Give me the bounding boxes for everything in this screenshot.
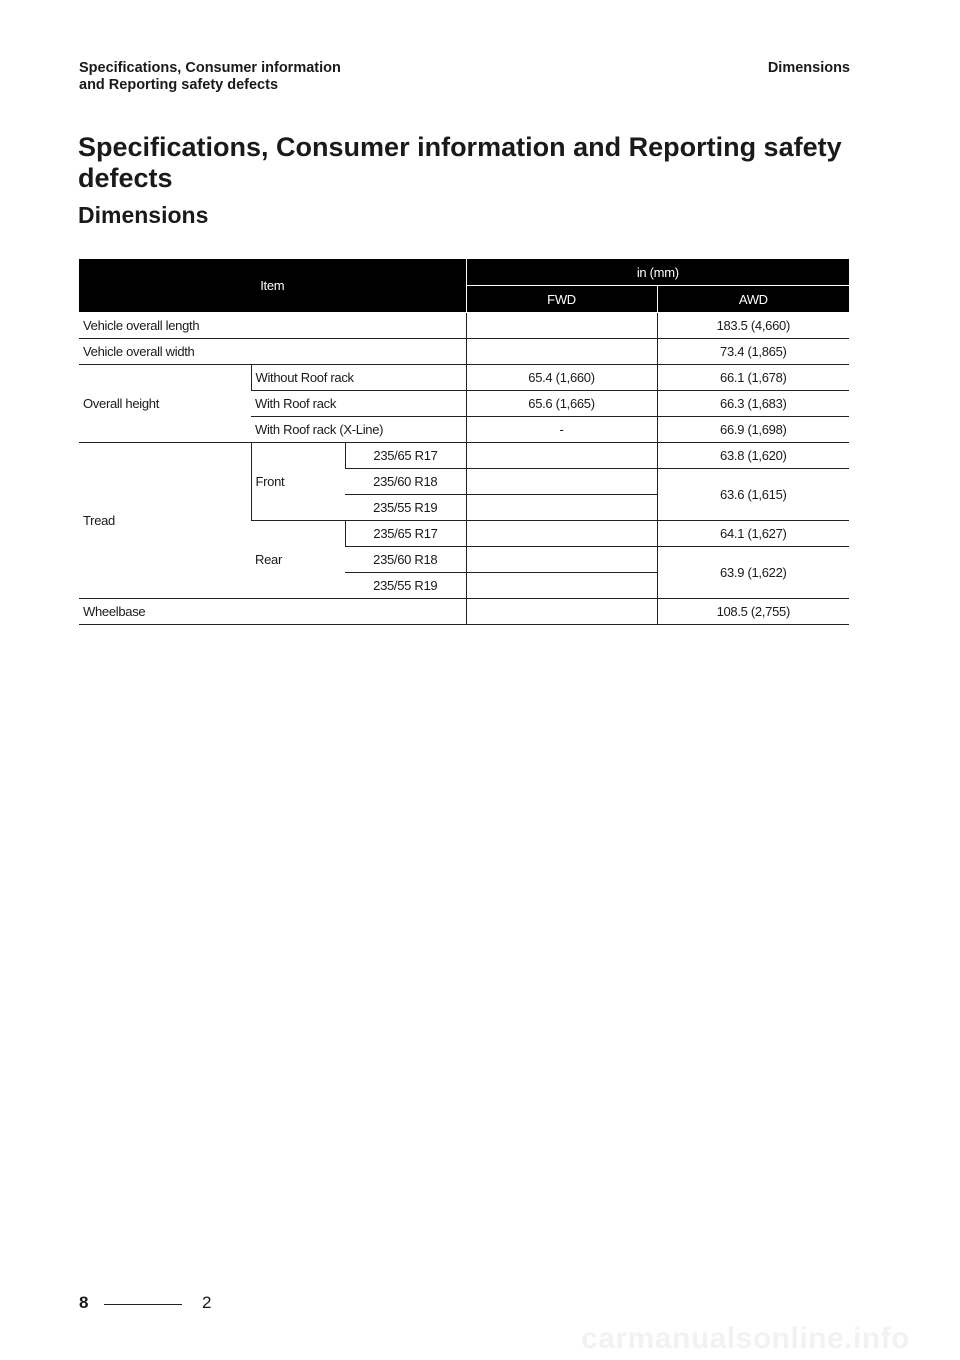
row-group-label: Overall height xyxy=(79,365,251,443)
tire-size: 235/60 R18 xyxy=(345,469,466,495)
row-label: Without Roof rack xyxy=(251,365,466,391)
table-row xyxy=(79,365,849,391)
awd-value: 64.1 (1,627) xyxy=(657,521,849,547)
row-label: Wheelbase xyxy=(79,599,466,625)
page-number-divider xyxy=(104,1304,182,1305)
running-header-line-2: and Reporting safety defects xyxy=(79,77,279,93)
table-header-row xyxy=(79,259,849,286)
section-title: Dimensions xyxy=(78,202,209,228)
row-subgroup-label: Rear xyxy=(251,521,345,599)
row-label: Vehicle overall width xyxy=(79,339,466,365)
awd-value: 73.4 (1,865) xyxy=(657,339,849,365)
tire-size: 235/55 R19 xyxy=(345,573,466,599)
row-label: Vehicle overall length xyxy=(79,313,466,339)
awd-value: 66.1 (1,678) xyxy=(657,365,849,391)
dimensions-table xyxy=(79,259,849,625)
fwd-value: 65.4 (1,660) xyxy=(466,365,657,391)
row-group-label: Tread xyxy=(79,443,251,599)
awd-value: 63.6 (1,615) xyxy=(657,469,849,521)
fwd-value xyxy=(466,313,657,339)
tire-size: 235/65 R17 xyxy=(345,443,466,469)
row-label: With Roof rack xyxy=(251,391,466,417)
fwd-value xyxy=(466,573,657,599)
row-subgroup-label: Front xyxy=(251,443,345,521)
fwd-value xyxy=(466,495,657,521)
running-header-section: Dimensions xyxy=(767,60,850,76)
header-unit: in (mm) xyxy=(466,259,849,286)
table-row xyxy=(79,313,849,339)
fwd-value xyxy=(466,469,657,495)
fwd-value xyxy=(466,339,657,365)
page-number-minor: 2 xyxy=(202,1293,212,1312)
table-row xyxy=(79,443,849,469)
fwd-value xyxy=(466,599,657,625)
fwd-value xyxy=(466,521,657,547)
page-title: Specifications, Consumer information and Reporting safety defects xyxy=(78,132,842,193)
fwd-value xyxy=(466,443,657,469)
running-header-line-1: Specifications, Consumer information xyxy=(79,60,341,76)
tire-size: 235/65 R17 xyxy=(345,521,466,547)
awd-value: 63.9 (1,622) xyxy=(657,547,849,599)
header-awd: AWD xyxy=(657,286,849,313)
watermark-text: carmanualsonline.info xyxy=(581,1322,910,1355)
awd-value: 183.5 (4,660) xyxy=(657,313,849,339)
awd-value: 108.5 (2,755) xyxy=(657,599,849,625)
header-item: Item xyxy=(79,259,466,313)
tire-size: 235/60 R18 xyxy=(345,547,466,573)
header-fwd: FWD xyxy=(466,286,657,313)
fwd-value: - xyxy=(466,417,657,443)
fwd-value: 65.6 (1,665) xyxy=(466,391,657,417)
row-label: With Roof rack (X-Line) xyxy=(251,417,466,443)
page-number-major: 8 xyxy=(79,1293,89,1312)
awd-value: 66.3 (1,683) xyxy=(657,391,849,417)
awd-value: 63.8 (1,620) xyxy=(657,443,849,469)
table-row xyxy=(79,599,849,625)
table-row xyxy=(79,339,849,365)
awd-value: 66.9 (1,698) xyxy=(657,417,849,443)
tire-size: 235/55 R19 xyxy=(345,495,466,521)
running-header-chapter xyxy=(79,60,341,94)
fwd-value xyxy=(466,547,657,573)
